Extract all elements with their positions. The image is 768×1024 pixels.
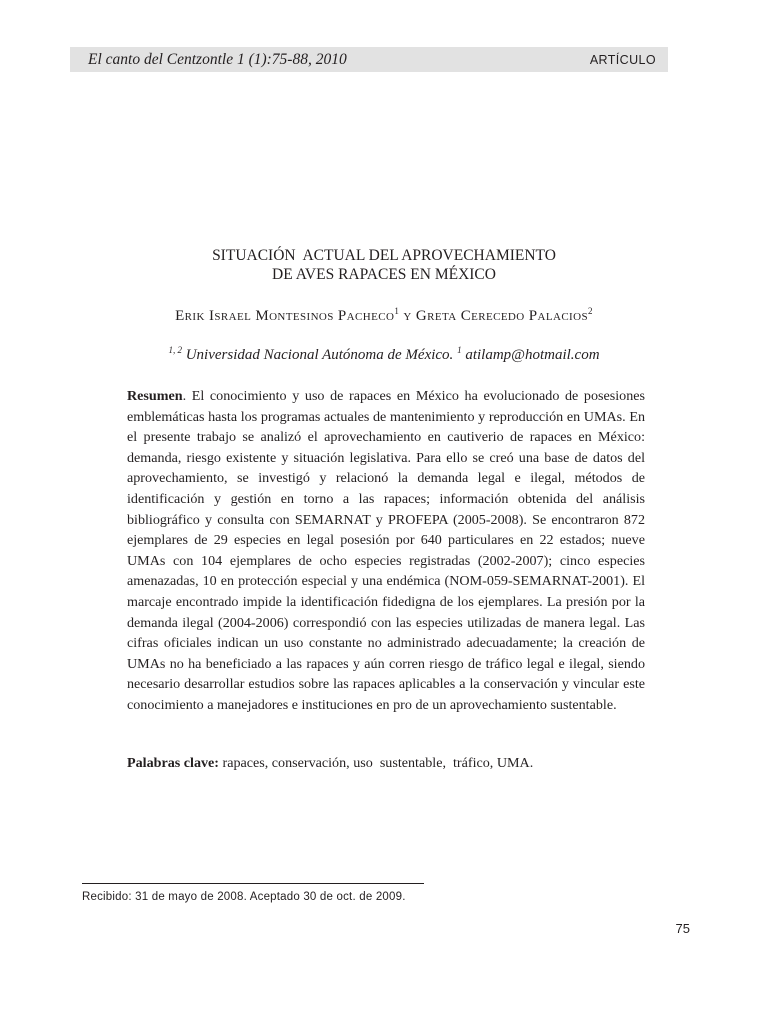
received-footnote: Recibido: 31 de mayo de 2008. Aceptado 30 de oct. de 2009. — [82, 891, 406, 903]
author-joiner: y — [399, 308, 416, 324]
author-1: Erik Israel Montesinos Pacheco — [175, 308, 395, 324]
keywords-text: rapaces, conservación, uso sustentable, tráfico, UMA. — [218, 755, 534, 771]
footnote-divider — [82, 883, 424, 884]
article-title — [110, 246, 658, 284]
running-header — [70, 47, 668, 72]
affiliation-institution: Universidad Nacional Autónoma de México. — [181, 347, 458, 363]
abstract-paragraph — [127, 386, 645, 716]
contact-email: atilamp@hotmail.com — [461, 347, 600, 363]
affiliation-line — [110, 345, 658, 365]
author-2-affiliation-mark: 2 — [587, 306, 593, 316]
email-mark: 1 — [457, 345, 462, 355]
title-line-2: DE AVES RAPACES EN MÉXICO — [272, 266, 496, 283]
page-number: 75 — [675, 921, 690, 936]
keywords-line — [127, 753, 645, 774]
title-line-1: SITUACIÓN ACTUAL DEL APROVECHAMIENTO — [212, 247, 556, 264]
author-line — [110, 306, 658, 326]
author-2: Greta Cerecedo Palacios — [415, 308, 588, 324]
author-1-affiliation-mark: 1 — [394, 306, 400, 316]
keywords-label: Palabras clave: — [127, 755, 219, 771]
section-label: ARTÍCULO — [589, 53, 656, 67]
affiliation-marks: 1, 2 — [168, 345, 182, 355]
journal-citation: El canto del Centzontle 1 (1):75-88, 2010 — [88, 51, 347, 68]
abstract-text: . El conocimiento y uso de rapaces en México ha evolucionado de posesiones emblemáticas hasta los programas actuales de mantenimiento y reproducción en UMAs. En el presente trabajo se analizó el aprovechamiento en cautiverio de rapaces en México: demanda, riesgo existente y situación legislativa. Para ello se creó una base de datos del aprovechamiento, se investigó y relacionó la demanda legal e ilegal, métodos de identificación y gestión en torno a las rapaces; información obtenida del análisis bibliográfico y consulta con SEMARNAT y PROFEPA (2005-2008). Se encontraron 872 ejemplares de 29 especies en legal posesión por 640 particulares en 22 estados; nueve UMAs con 104 ejemplares de ocho especies registradas (2002-2007); cinco especies amenazadas, 10 en protección especial y una endémica (NOM-059-SEMARNAT-2001). El marcaje encontrado impide la identificación fidedigna de los ejemplares. La presión por la demanda ilegal (2004-2006) correspondió con las especies utilizadas de manera legal. Las cifras oficiales indican un uso constante no administrado adecuadamente; la creación de UMAs no ha beneficiado a las rapaces y aún corren riesgo de tráfico legal e ilegal, siendo necesario desarrollar estudios sobre las rapaces aplicables a la conservación y vincular este conocimiento a manejadores e instituciones en pro de un aprovechamiento sustentable. — [127, 388, 645, 713]
abstract-label: Resumen — [127, 388, 183, 404]
